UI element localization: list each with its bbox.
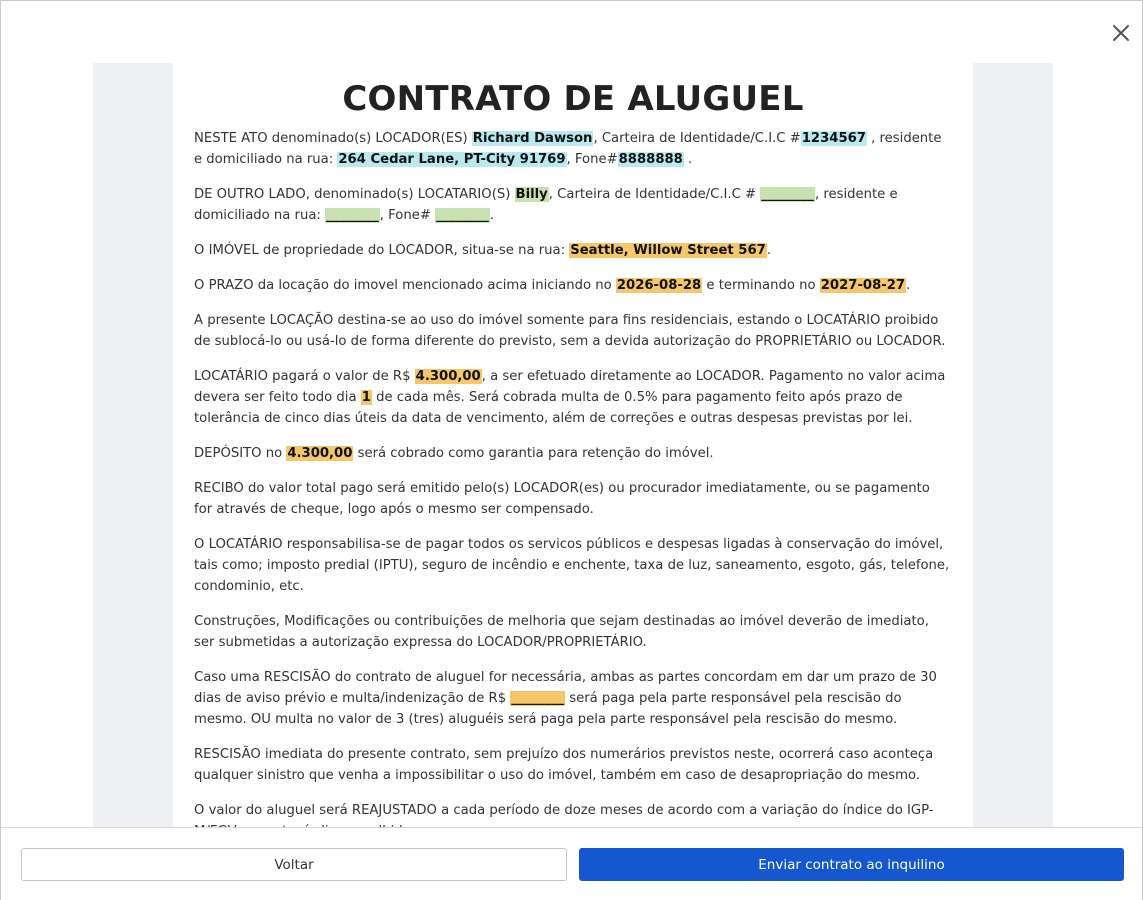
rent-paragraph: LOCATÁRIO pagará o valor de R$ 4.300,00, a ser efetuado diretamente ao LOCADOR. Pagamento no valor acima devera ser feito todo dia 1 de cada mês. Será cobrada multa de 0.5% para pagamento feito após prazo de tolerância de cinco dias úteis da data de vencimento, além de correções e outras despesas previstas por lei. [194,369,946,426]
landlord-id-field: 1234567 [801,131,866,146]
end-date-field: 2027-08-27 [820,278,906,293]
utilities-paragraph: O LOCATÁRIO responsabilisa-se de pagar todos os servicos públicos e despesas ligadas à conservação do imóvel, tais como; imposto predial (IPTU), seguro de incêndio e enchente, taxa de luz, saneamento, esgoto, gás, telefone, condominio, etc. [194,537,950,594]
tenant-address-field: ________ [326,208,379,223]
termination-paragraph: Caso uma RESCISÃO do contrato de aluguel for necessária, ambas as partes concordam em dar um prazo de 30 dias de aviso prévio e multa/indenização de R$ ________ será paga pela parte responsável pela rescisão do mesmo. OU multa no valor de 3 (tres) aluguéis será paga pela parte responsável pela rescisão do mesmo. [194,670,937,727]
adjustment-paragraph: O valor do aluguel será REAJUSTADO a cada período de doze meses de acordo com a variação do índice do IGP- [194,803,934,818]
term-paragraph: O PRAZO da locação do imovel mencionado acima iniciando no 2026-08-28 e terminando no 2027-08-27. [194,278,911,293]
dialog-footer [1,827,1142,900]
send-contract-button[interactable]: Enviar contrato ao inquilino [579,848,1124,881]
penalty-amount-field: ________ [511,691,565,706]
landlord-address-field: 264 Cedar Lane, PT-City 91769 [338,152,566,167]
usage-paragraph: A presente LOCAÇÃO destina-se ao uso do imóvel somente para fins residenciais, estando o LOCATÁRIO proibido de sublocá-lo ou usá-lo de forma diferente do previsto, sem a devida autorização do PROPRIETÁRIO ou LOCADOR. [194,313,946,349]
landlord-paragraph: NESTE ATO denominado(s) LOCADOR(ES) Richard Dawson, Carteira de Identidade/C.I.C #1234567 , residente e domiciliado na rua: 264 Cedar Lane, PT-City 91769, Fone#8888888 . [194,131,942,167]
landlord-name-field: Richard Dawson [472,131,593,146]
deposit-amount-field: 4.300,00 [287,446,353,461]
landlord-phone-field: 8888888 [618,152,683,167]
tenant-phone-field: ________ [436,208,489,223]
close-button[interactable] [1109,21,1133,45]
tenant-id-field: ________ [761,187,814,202]
property-address-field: Seattle, Willow Street 567 [570,243,766,258]
close-icon [1112,24,1130,42]
receipt-paragraph: RECIBO do valor total pago será emitido pelo(s) LOCADOR(es) ou procurador imediatamente, ou se pagamento for através de cheque, logo após o mesmo ser compensado. [194,481,930,517]
document-scroll-area[interactable] [1,1,1142,827]
immediate-termination-paragraph: RESCISÃO imediata do presente contrato, sem prejuízo dos numerários previstos neste, ocorrerá caso aconteça qualquer sinistro que venha a impossibilitar o uso do imóvel, também em caso de desapropriação do mesmo. [194,747,934,783]
due-day-field: 1 [361,390,371,405]
back-button[interactable]: Voltar [21,848,567,881]
contract-title: CONTRATO DE ALUGUEL [342,79,804,119]
deposit-paragraph: DEPÓSITO no 4.300,00 será cobrado como garantia para retenção do imóvel. [194,446,714,461]
start-date-field: 2026-08-28 [616,278,702,293]
rent-amount-field: 4.300,00 [415,369,481,384]
property-paragraph: O IMÓVEL de propriedade do LOCADOR, situa-se na rua: Seattle, Willow Street 567. [194,243,772,258]
contract-document [194,76,952,856]
modifications-paragraph: Construções, Modificações ou contribuições de melhoria que sejam destinadas ao imóvel deverão de imediato, ser submetidas a autorização expressa do LOCADOR/PROPRIETÁRIO. [194,614,929,650]
tenant-paragraph: DE OUTRO LADO, denominado(s) LOCATARIO(S) Billy, Carteira de Identidade/C.I.C # ________, residente e domiciliado na rua: ________, Fone# ________. [194,187,898,223]
tenant-name-field: Billy [515,187,548,202]
